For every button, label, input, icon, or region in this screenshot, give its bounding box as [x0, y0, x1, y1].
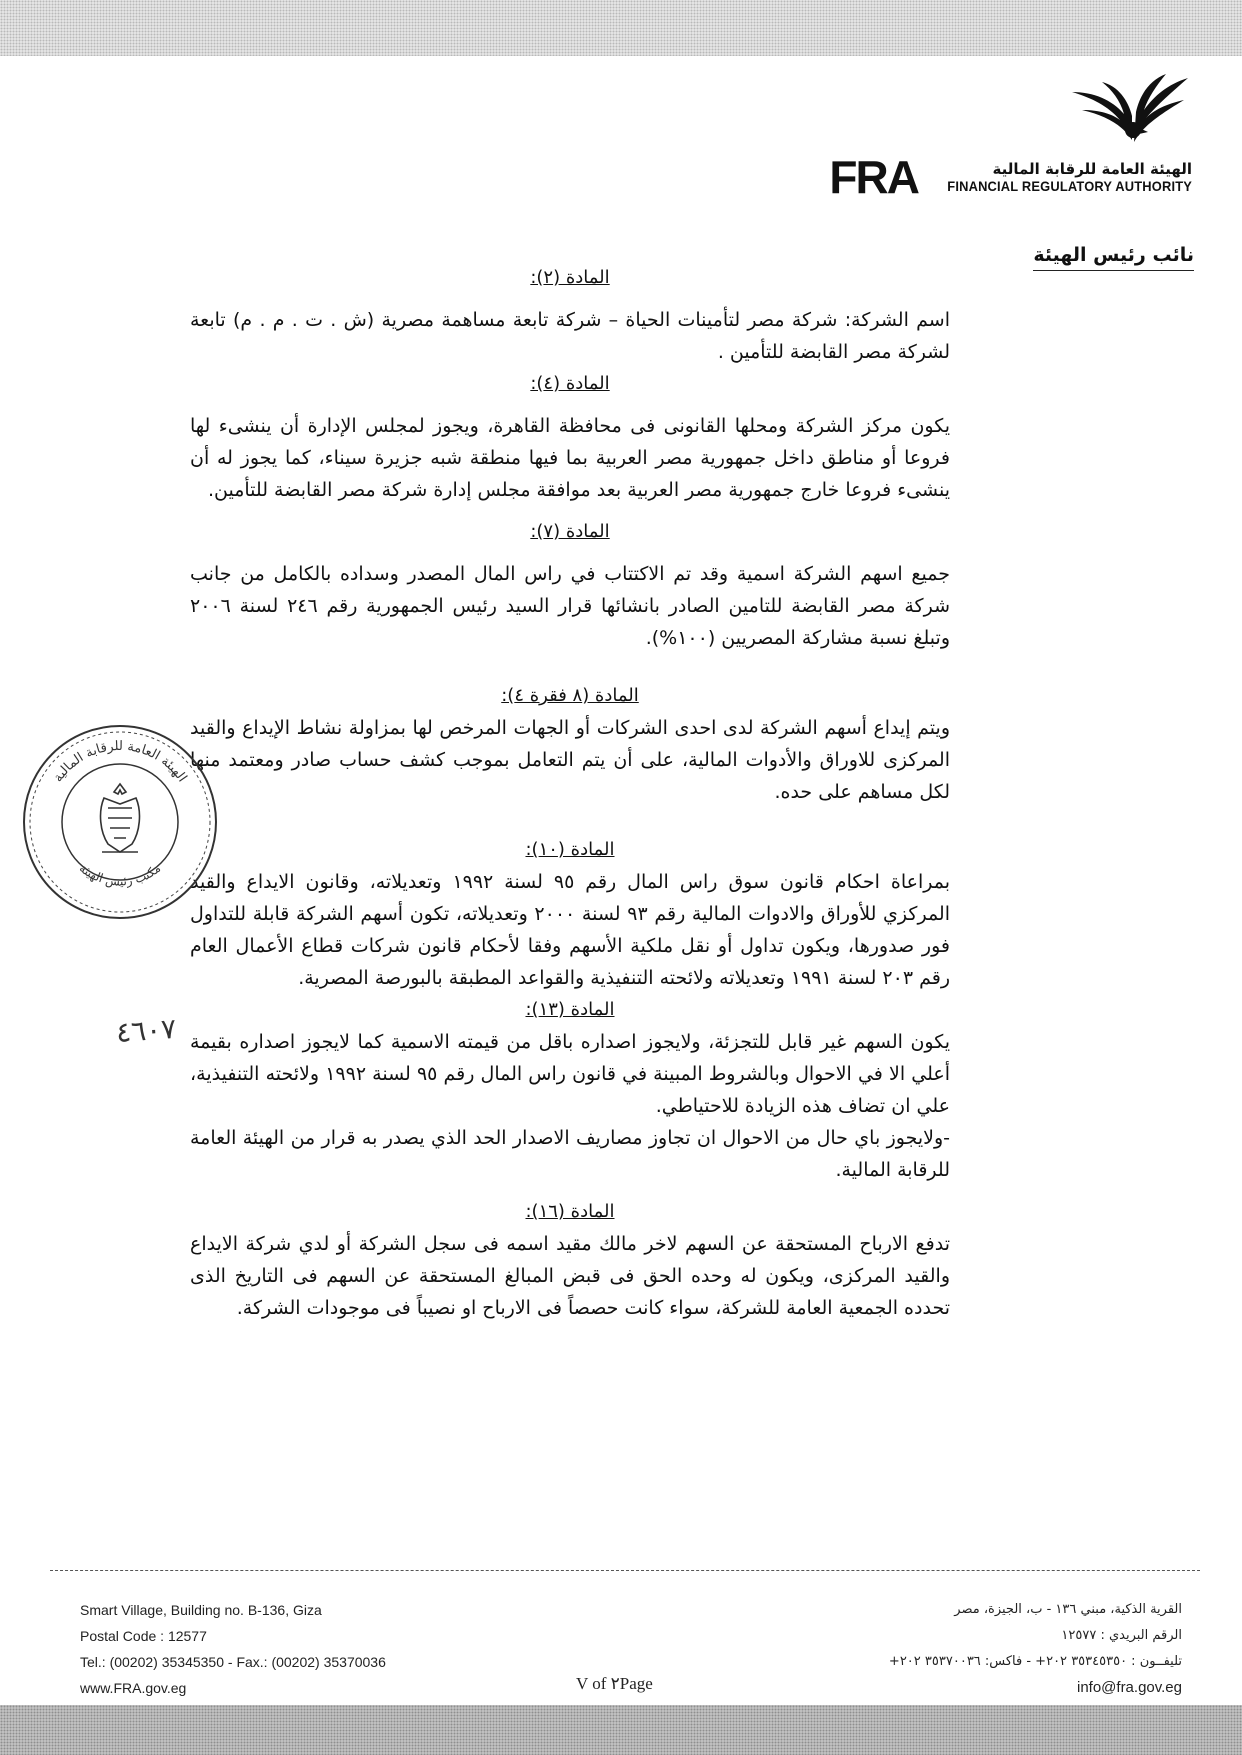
phone-fax-en: Tel.: (00202) 35345350 - Fax.: (00202) 35370036: [80, 1654, 386, 1670]
org-name-en: FINANCIAL REGULATORY AUTHORITY: [947, 178, 1192, 194]
stamp-outer-text: الهيئة العامة للرقابة المالية: [50, 738, 190, 786]
footer-contact-en: [80, 1597, 386, 1701]
address-en: Smart Village, Building no. B-136, Giza: [80, 1602, 322, 1618]
article-paragraph: يكون السهم غير قابل للتجزئة، ولايجوز اصداره باقل من قيمته الاسمية كما لايجوز اصداره بقيمة أعلي الا في الاحوال وبالشروط المبينة في قانون راس المال رقم ٩٥ لسنة ١٩٩٢ ولائحته التنفيذية، علي ان تضاف هذه الزيادة للاحتياطي.: [190, 1031, 950, 1117]
fra-mark: FRA: [829, 151, 918, 203]
fra-logo: [829, 70, 1192, 210]
address-ar: القرية الذكية، مبني ١٣٦ - ب، الجيزة، مصر: [954, 1602, 1182, 1617]
official-stamp: [18, 720, 223, 925]
eagle-emblem-icon: [101, 784, 140, 852]
deputy-title: نائب رئيس الهيئة: [1033, 244, 1194, 271]
article-heading: المادة (١٣):: [525, 999, 615, 1020]
article-paragraph: اسم الشركة: شركة مصر لتأمينات الحياة – شركة تابعة مساهمة مصرية (ش . ت . م . م) تابعة لشركة مصر القابضة للتأمين .: [190, 309, 950, 363]
page-number: V of ٢Page: [576, 1674, 653, 1693]
article-heading: المادة (٢):: [530, 267, 610, 288]
article-paragraph: جميع اسهم الشركة اسمية وقد تم الاكتتاب في راس المال المصدر وسداده بالكامل من جانب شركة مصر القابضة للتامين الصادر بانشائها قرار السيد رئيس الجمهورية رقم ٢٤٦ لسنة ٢٠٠٦ وتبلغ نسبة مشاركة المصريين (١٠٠%).: [190, 563, 950, 649]
article-heading: المادة (٨ فقرة ٤):: [501, 685, 639, 706]
handwritten-number: ٤٦٠٧: [114, 1011, 178, 1050]
stamp-inner-text: مكتب رئيس الهيئة: [76, 861, 164, 889]
website-link[interactable]: www.FRA.gov.eg: [80, 1680, 187, 1696]
phone-fax-ar: تليفــون : ٣٥٣٤٥٣٥٠ ٢٠٢+ - فاكس: ٣٥٣٧٠٠٣٦ ٢٠٢+: [888, 1654, 1182, 1669]
article-paragraph: تدفع الارباح المستحقة عن السهم لاخر مالك مقيد اسمه فى سجل الشركة أو لدي شركة الايداع والقيد المركزى، ويكون له وحده الحق فى قبض المبالغ المستحقة عن السهم فى التاريخ الذى تحدده الجمعية العامة للشركة، سواء كانت حصصاً فى الارباح او نصيباً فى موجودات الشركة.: [190, 1233, 950, 1319]
article-paragraph: يكون مركز الشركة ومحلها القانونى فى محافظة القاهرة، ويجوز لمجلس الإدارة أن ينشىء لها فروعا أو مناطق داخل جمهورية مصر العربية بما فيها منطقة شبه جزيرة سيناء، كما يجوز له أن ينشىء فروعا خارج جمهورية مصر العربية بعد موافقة مجلس إدارة شركة مصر القابضة للتأمين.: [190, 415, 950, 501]
article-paragraph: بمراعاة احكام قانون سوق راس المال رقم ٩٥ لسنة ١٩٩٢ وتعديلاته، وقانون الايداع والقيد المركزي للأوراق والادوات المالية رقم ٩٣ لسنة ٢٠٠٠ وتعديلاته، تكون أسهم الشركة قابلة للتداول فور صدورها، ويكون تداول أو نقل ملكية الأسهم وفقا لأحكام قانون شركات قطاع الأعمال العام رقم ٢٠٣ لسنة ١٩٩١ وتعديلاته ولائحته التنفيذية والقواعد المطبقة بالبورصة المصرية.: [190, 871, 950, 989]
article-heading: المادة (٤):: [530, 373, 610, 394]
article-paragraph: -ولايجوز باي حال من الاحوال ان تجاوز مصاريف الاصدار الحد الذي يصدر به قرار من الهيئة العامة للرقابة المالية.: [190, 1127, 950, 1181]
footer-contact-ar: [889, 1597, 1182, 1701]
article-paragraph: ويتم إيداع أسهم الشركة لدى احدى الشركات أو الجهات المرخص لها بمزاولة نشاط الإيداع والقيد المركزى للاوراق والأدوات المالية، على أن يتم التعامل بموجب كشف حساب صادر ومعتمد منها لكل مساهم على حده.: [190, 717, 950, 803]
article-heading: المادة (٧):: [530, 521, 610, 542]
postal-code-en: Postal Code : 12577: [80, 1628, 207, 1644]
article-heading: المادة (١٦):: [525, 1201, 615, 1222]
postal-code-ar: الرقم البريدي : ١٢٥٧٧: [1061, 1628, 1182, 1643]
scan-noise-top: [0, 0, 1242, 56]
scan-noise-bottom: [0, 1705, 1242, 1755]
eagle-icon: [1062, 70, 1192, 154]
article-heading: المادة (١٠):: [525, 839, 615, 860]
footer-divider: [50, 1570, 1200, 1571]
email-link[interactable]: info@fra.gov.eg: [1076, 1679, 1182, 1696]
document-body: [190, 262, 950, 1324]
org-name-ar: الهيئة العامة للرقابة المالية: [992, 160, 1192, 178]
